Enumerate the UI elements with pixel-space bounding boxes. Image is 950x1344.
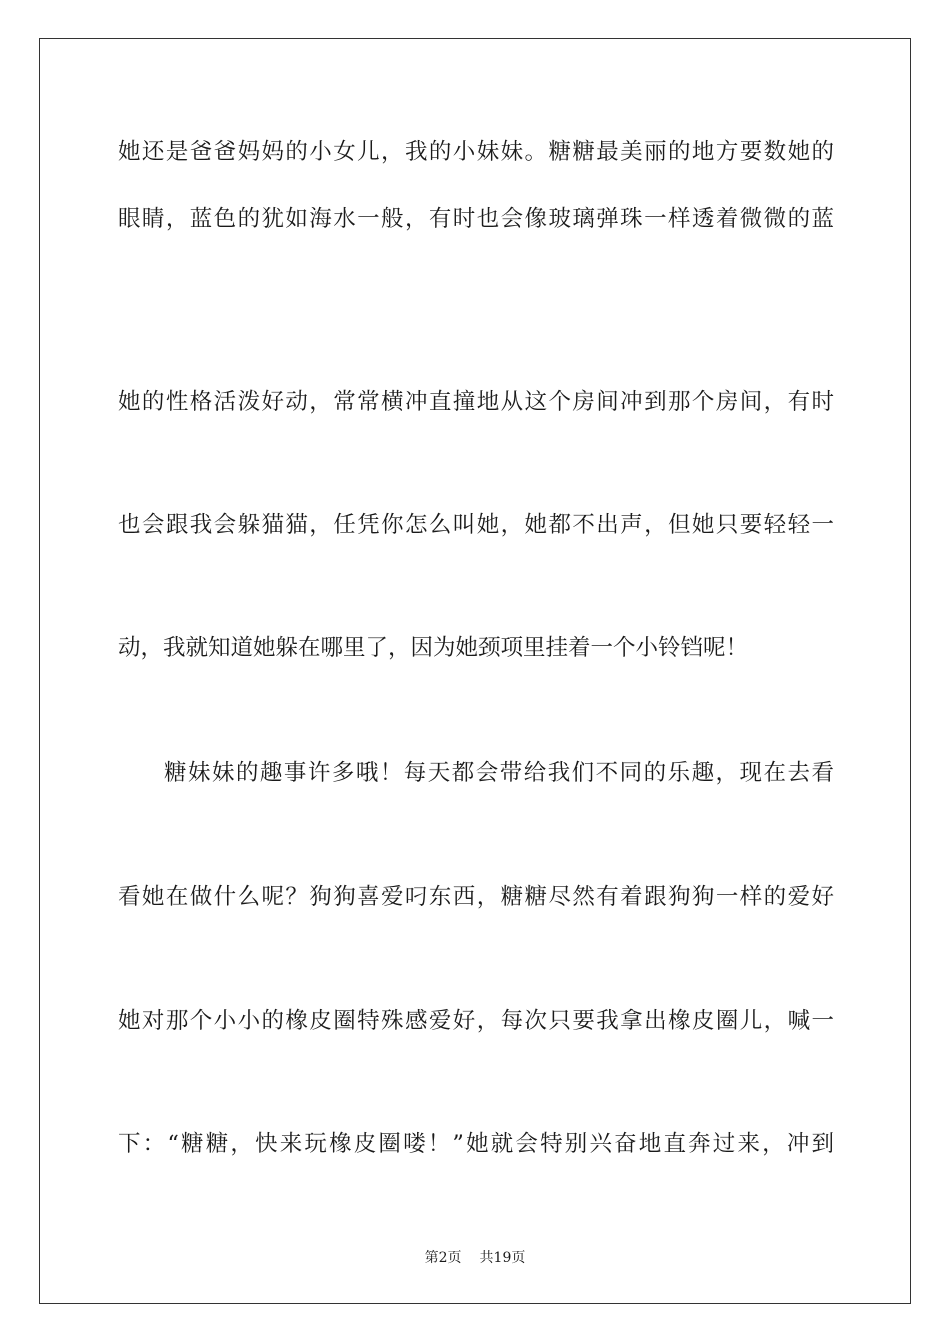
text-line: 眼睛，蓝色的犹如海水一般，有时也会像玻璃弹珠一样透着微微的蓝 — [118, 206, 834, 232]
text-line: 也会跟我会躲猫猫，任凭你怎么叫她，她都不出声，但她只要轻轻一 — [118, 512, 834, 538]
text-line: 她对那个小小的橡皮圈特殊感爱好，每次只要我拿出橡皮圈儿，喊一 — [118, 1008, 834, 1034]
paragraph-first-line: 糖妹妹的趣事许多哦！每天都会带给我们不同的乐趣，现在去看 — [164, 760, 834, 786]
page-total: 共19页 — [479, 1250, 526, 1266]
text-line: 看她在做什么呢？狗狗喜爱叼东西，糖糖尽然有着跟狗狗一样的爱好 — [118, 884, 834, 910]
text-line: 下：“糖糖，快来玩橡皮圈喽！”她就会特别兴奋地直奔过来，冲到 — [118, 1131, 834, 1157]
page-number: 第2页 — [424, 1250, 462, 1266]
text-line: 她还是爸爸妈妈的小女儿，我的小妹妹。糖糖最美丽的地方要数她的 — [118, 139, 834, 165]
page-footer — [0, 1247, 950, 1267]
text-line: 她的性格活泼好动，常常横冲直撞地从这个房间冲到那个房间，有时 — [118, 389, 834, 415]
text-line: 动，我就知道她躲在哪里了，因为她颈项里挂着一个小铃铛呢！ — [118, 635, 749, 661]
